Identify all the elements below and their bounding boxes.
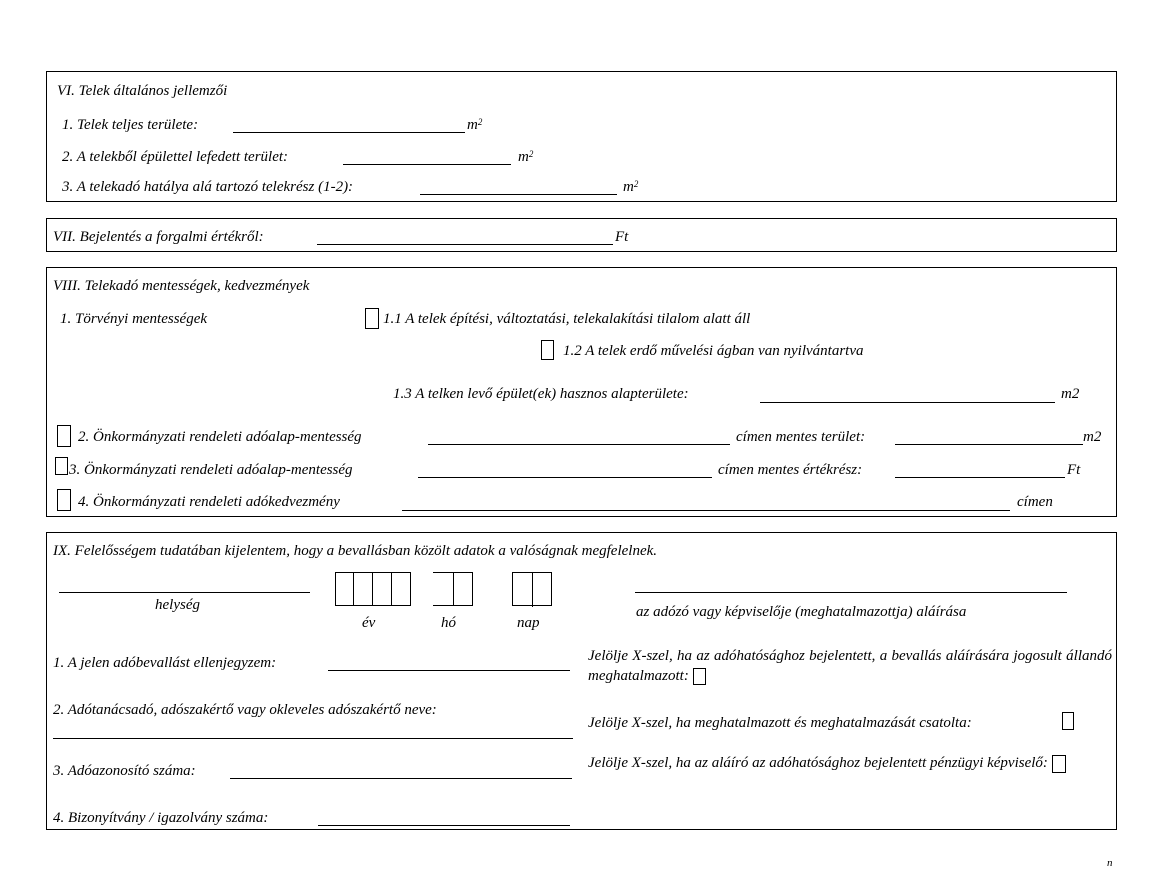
- left3-label: 3. Adóazonosító száma:: [53, 763, 196, 779]
- vii-input-line[interactable]: [317, 244, 613, 245]
- vi-item1-label: 1. Telek teljes területe:: [62, 117, 199, 133]
- right3-text: Jelölje X-szel, ha az aláíró az adóhatósághoz bejelentett pénzügyi képviselő:: [588, 753, 1112, 773]
- left1-input-line[interactable]: [328, 670, 570, 671]
- section-viii-mentessegek: [46, 267, 1117, 517]
- place-label: helység: [155, 597, 200, 613]
- vi-item2-unit: $m^2$: [518, 149, 534, 165]
- month-boxes[interactable]: [433, 572, 473, 606]
- section-vi-title: VI. Telek általános jellemzői: [57, 83, 228, 99]
- viii-item2-area-line[interactable]: [895, 444, 1083, 445]
- left2-label: 2. Adótanácsadó, adószakértő vagy okleveles adószakértő neve:: [53, 702, 437, 718]
- viii-item1-3-unit: m2: [1061, 386, 1080, 402]
- viii-item1-3-label: 1.3 A telken levő épület(ek) hasznos alapterülete:: [393, 386, 689, 402]
- vi-item3-input-line[interactable]: [420, 194, 617, 195]
- signature-line[interactable]: [635, 592, 1067, 593]
- vi-item2-input-line[interactable]: [343, 164, 511, 165]
- vi-item1-input-line[interactable]: [233, 132, 465, 133]
- section-ix-nyilatkozat: [46, 532, 1117, 830]
- viii-item1-3-input-line[interactable]: [760, 402, 1055, 403]
- viii-item3-input-line[interactable]: [418, 477, 712, 478]
- viii-item2-input-line[interactable]: [428, 444, 730, 445]
- viii-item1-2-checkbox[interactable]: [541, 340, 554, 360]
- viii-item1-1-checkbox[interactable]: [365, 308, 379, 329]
- place-input-line[interactable]: [59, 592, 310, 593]
- viii-item4-checkbox[interactable]: [57, 489, 71, 511]
- month-label: hó: [441, 615, 456, 631]
- left3-input-line[interactable]: [230, 778, 572, 779]
- viii-item1-label: 1. Törvényi mentességek: [60, 311, 208, 327]
- day-label: nap: [517, 615, 540, 631]
- signature-label: az adózó vagy képviselője (meghatalmazottja) aláírása: [636, 604, 967, 620]
- year-boxes[interactable]: [335, 572, 411, 606]
- year-label: év: [362, 615, 376, 631]
- viii-item2-checkbox[interactable]: [57, 425, 71, 447]
- section-viii-title: VIII. Telekadó mentességek, kedvezmények: [53, 278, 310, 294]
- viii-item4-label: 4. Önkormányzati rendeleti adókedvezmény: [78, 494, 340, 510]
- right1-checkbox[interactable]: [693, 668, 706, 685]
- left1-label: 1. A jelen adóbevallást ellenjegyzem:: [53, 655, 277, 671]
- left2-input-line[interactable]: [53, 738, 573, 739]
- vii-unit: Ft: [615, 229, 629, 245]
- viii-item2-mid: címen mentes terület:: [736, 429, 866, 445]
- left4-label: 4. Bizonyítvány / igazolvány száma:: [53, 810, 269, 826]
- page-mark: n: [1107, 857, 1113, 869]
- viii-item3-unit: Ft: [1067, 462, 1081, 478]
- section-vi-telek-jellemzoi: [46, 71, 1117, 202]
- right1-text: Jelölje X-szel, ha az adóhatósághoz bejelentett, a bevallás aláírására jogosult állandó meghatalmazott:: [588, 648, 1112, 684]
- right3-checkbox[interactable]: [1052, 755, 1066, 773]
- vi-item2-label: 2. A telekből épülettel lefedett terület:: [62, 149, 289, 165]
- viii-item4-input-line[interactable]: [402, 510, 1010, 511]
- viii-item3-value-line[interactable]: [895, 477, 1065, 478]
- right2-text: Jelölje X-szel, ha meghatalmazott és meghatalmazását csatolta:: [588, 715, 972, 731]
- day-boxes[interactable]: [512, 572, 552, 606]
- vi-item3-unit: $m^2$: [623, 179, 639, 195]
- viii-item3-checkbox[interactable]: [55, 457, 68, 475]
- vi-item1-unit: $m^2$: [467, 117, 483, 133]
- viii-item3-label: 3. Önkormányzati rendeleti adóalap-mentesség: [69, 462, 353, 478]
- viii-item1-2-label: 1.2 A telek erdő művelési ágban van nyilvántartva: [563, 343, 864, 359]
- left4-input-line[interactable]: [318, 825, 570, 826]
- viii-item2-label: 2. Önkormányzati rendeleti adóalap-mentesség: [78, 429, 362, 445]
- vii-label: VII. Bejelentés a forgalmi értékről:: [53, 229, 264, 245]
- viii-item3-mid: címen mentes értékrész:: [718, 462, 863, 478]
- viii-item2-unit: m2: [1083, 429, 1102, 445]
- right2-checkbox[interactable]: [1062, 712, 1074, 730]
- section-vii-forgalmi-ertek: [46, 218, 1117, 252]
- viii-item1-1-label: 1.1 A telek építési, változtatási, telekalakítási tilalom alatt áll: [383, 311, 751, 327]
- section-ix-title: IX. Felelősségem tudatában kijelentem, hogy a bevallásban közölt adatok a valóságnak megfelelnek.: [53, 543, 658, 559]
- vi-item3-label: 3. A telekadó hatálya alá tartozó telekrész (1-2):: [62, 179, 354, 195]
- viii-item4-end: címen: [1017, 494, 1053, 510]
